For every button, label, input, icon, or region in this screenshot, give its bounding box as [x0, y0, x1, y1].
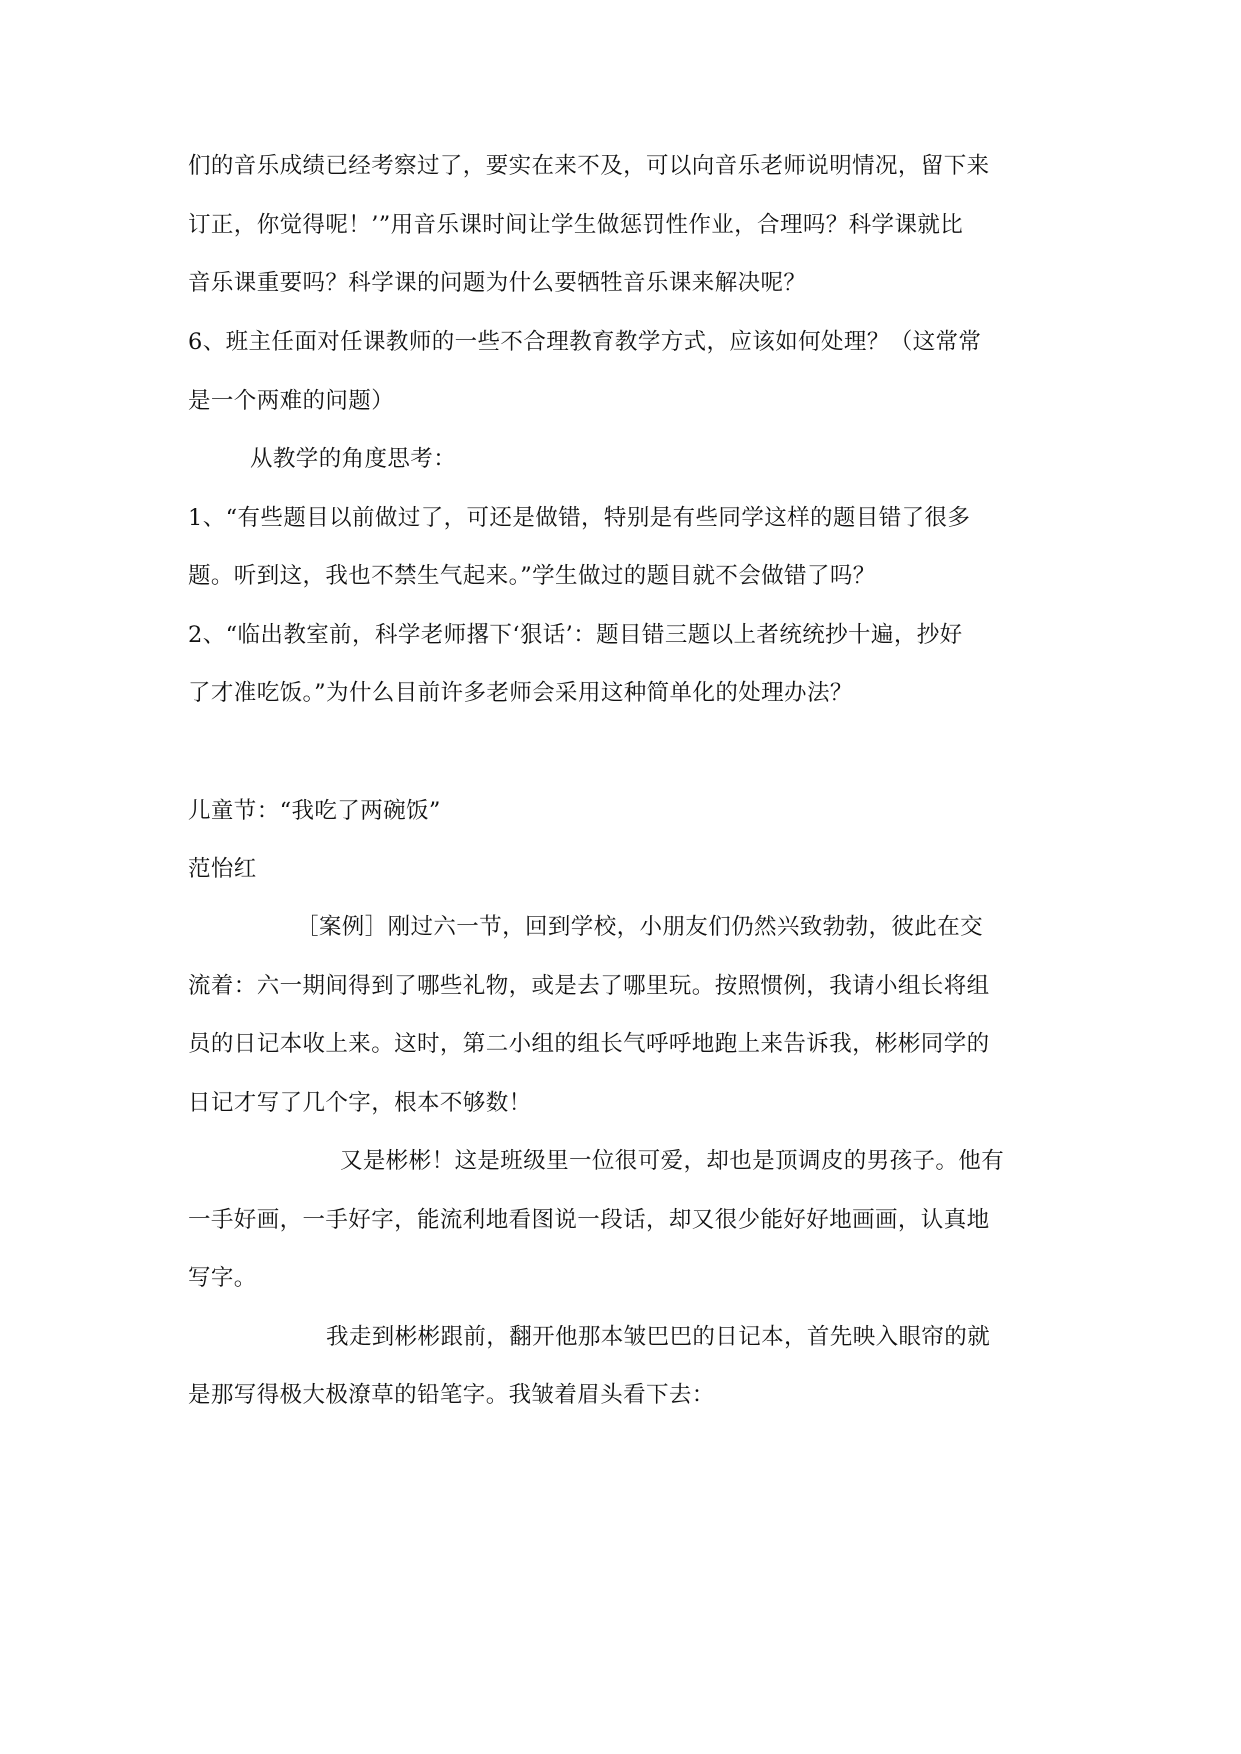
list-item-line: 2、“临出教室前，科学老师撂下‘狠话’：题目错三题以上者统统抄十遍，抄好 — [188, 622, 963, 648]
paragraph-line: 我走到彬彬跟前，翻开他那本皱巴巴的日记本，首先映入眼帘的就 — [326, 1324, 991, 1350]
question-line: 6、班主任面对任课教师的一些不合理教育教学方式，应该如何处理？（这常常 — [188, 329, 982, 355]
section-heading: 从教学的角度思考： — [250, 446, 457, 472]
article-title: 儿童节：“我吃了两碗饭” — [188, 798, 441, 824]
paragraph-line: 音乐课重要吗？科学课的问题为什么要牺牲音乐课来解决呢？ — [188, 270, 807, 296]
paragraph-line: 一手好画，一手好字，能流利地看图说一段话，却又很少能好好地画画，认真地 — [188, 1207, 990, 1233]
list-item-line: 1、“有些题目以前做过了，可还是做错，特别是有些同学这样的题目错了很多 — [188, 505, 971, 531]
paragraph-line: 们的音乐成绩已经考察过了，要实在来不及，可以向音乐老师说明情况，留下来 — [188, 153, 990, 179]
question-line: 是一个两难的问题） — [188, 388, 395, 414]
paragraph-line: 订正，你觉得呢！’”用音乐课时间让学生做惩罚性作业，合理吗？科学课就比 — [188, 212, 964, 238]
paragraph-line: ［案例］刚过六一节，回到学校，小朋友们仍然兴致勃勃，彼此在交 — [296, 914, 984, 940]
list-item-line: 题。听到这，我也不禁生气起来。”学生做过的题目就不会做错了吗？ — [188, 563, 876, 589]
paragraph-line: 流着：六一期间得到了哪些礼物，或是去了哪里玩。按照惯例，我请小组长将组 — [188, 973, 990, 999]
paragraph-line: 写字。 — [188, 1265, 257, 1291]
paragraph-line: 员的日记本收上来。这时，第二小组的组长气呼呼地跑上来告诉我，彬彬同学的 — [188, 1031, 990, 1057]
article-author: 范怡红 — [188, 856, 257, 882]
paragraph-line: 又是彬彬！这是班级里一位很可爱，却也是顶调皮的男孩子。他有 — [340, 1148, 1005, 1174]
list-item-line: 了才准吃饭。”为什么目前许多老师会采用这种简单化的处理办法？ — [188, 680, 853, 706]
paragraph-line: 是那写得极大极潦草的铅笔字。我皱着眉头看下去： — [188, 1382, 715, 1408]
paragraph-line: 日记才写了几个字，根本不够数！ — [188, 1090, 532, 1116]
